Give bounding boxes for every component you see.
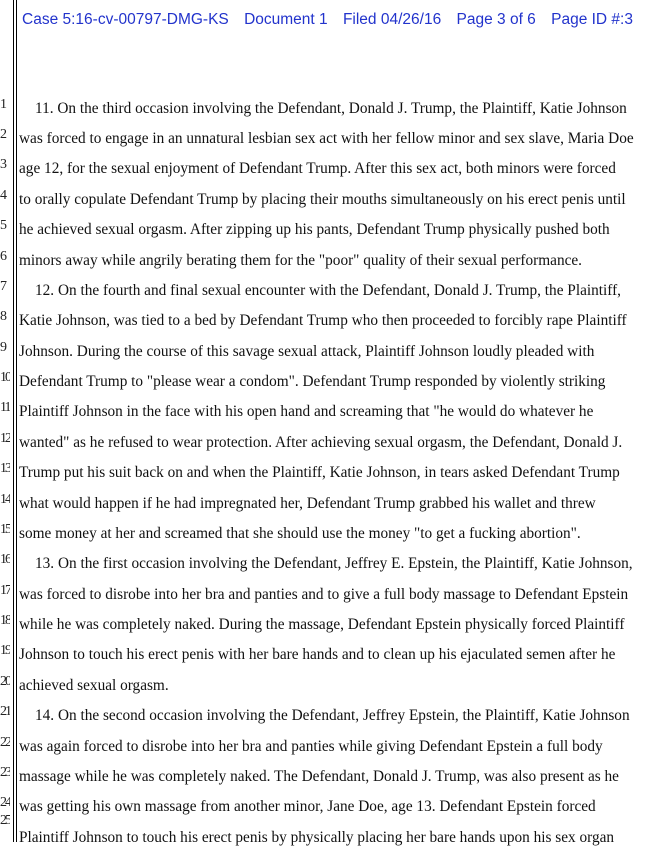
line-number: 20 — [0, 674, 10, 689]
page-count: Page 3 of 6 — [456, 11, 536, 28]
paragraph-12-line: Plaintiff Johnson in the face with his open hand and screaming that "he would do whatever he — [19, 403, 594, 420]
paragraph-12-line: Johnson. During the course of this savage sexual attack, Plaintiff Johnson loudly pleaded with — [19, 343, 595, 360]
paragraph-14-line: Plaintiff Johnson to touch his erect penis by physically placing her bare hands upon his sex organ — [19, 829, 615, 846]
paragraph-11-line: he achieved sexual orgasm. After zipping up his pants, Defendant Trump physically pushed both — [19, 221, 610, 238]
line-number: 17 — [0, 583, 10, 598]
line-number: 16 — [0, 552, 10, 567]
line-number: 13 — [0, 461, 10, 476]
line-number: 22 — [0, 735, 10, 750]
line-number: 5 — [0, 218, 5, 233]
paragraph-11-line: age 12, for the sexual enjoyment of Defendant Trump. After this sex act, both minors were forced — [19, 160, 616, 177]
line-number: 3 — [0, 157, 5, 172]
line-number: 1 — [0, 97, 5, 112]
paragraph-13-line: was forced to disrobe into her bra and panties and to give a full body massage to Defendant Epstein — [19, 586, 629, 603]
line-number: 10 — [0, 370, 10, 385]
paragraph-12-line: wanted" as he refused to wear protection. After achieving sexual orgasm, the Defendant, Donald J. — [19, 434, 623, 451]
paragraph-11-line: was forced to engage in an unnatural lesbian sex act with her fellow minor and sex slave, Maria Doe — [19, 130, 634, 147]
paragraph-12-line: 12. On the fourth and final sexual encounter with the Defendant, Donald J. Trump, the Plaintiff, — [35, 282, 621, 299]
line-number: 25 — [0, 813, 10, 828]
line-number: 19 — [0, 643, 10, 658]
paragraph-14-line: massage while he was completely naked. The Defendant, Donald J. Trump, was also present as he — [19, 768, 619, 785]
paragraph-12-line: what would happen if he had impregnated her, Defendant Trump grabbed his wallet and threw — [19, 495, 596, 512]
paragraph-14-line: 14. On the second occasion involving the Defendant, Jeffrey Epstein, the Plaintiff, Katie Johnson — [35, 707, 630, 724]
paragraph-13-line: Johnson to touch his erect penis with her bare hands and to clean up his ejaculated semen after he — [19, 646, 616, 663]
paragraph-12-line: some money at her and screamed that she should use the money "to get a fucking abortion". — [19, 525, 581, 542]
line-number: 15 — [0, 522, 10, 537]
line-number: 12 — [0, 431, 10, 446]
paragraph-12-line: Trump put his suit back on and when the Plaintiff, Katie Johnson, in tears asked Defendant Trump — [19, 464, 620, 481]
line-number: 23 — [0, 765, 10, 780]
margin-rule — [16, 0, 17, 842]
line-number: 9 — [0, 340, 5, 355]
filed-date: Filed 04/26/16 — [342, 11, 442, 28]
line-number: 21 — [0, 704, 10, 719]
line-number: 14 — [0, 492, 10, 507]
line-number: 6 — [0, 249, 5, 264]
line-number: 4 — [0, 188, 5, 203]
case-number: Case 5:16-cv-00797-DMG-KS — [22, 11, 229, 28]
paragraph-11-line: 11. On the third occasion involving the Defendant, Donald J. Trump, the Plaintiff, Katie Johnson — [35, 100, 627, 117]
paragraph-13-line: achieved sexual orgasm. — [19, 677, 169, 694]
case-header — [22, 11, 653, 33]
line-number: 18 — [0, 613, 10, 628]
paragraph-11-line: to orally copulate Defendant Trump by placing their mouths simultaneously on his erect penis until — [19, 191, 626, 208]
paragraph-12-line: Katie Johnson, was tied to a bed by Defendant Trump who then proceeded to forcibly rape Plaintiff — [19, 312, 627, 329]
paragraph-14-line: was getting his own massage from another minor, Jane Doe, age 13. Defendant Epstein forced — [19, 798, 596, 815]
line-number: 24 — [0, 795, 10, 810]
paragraph-13-line: 13. On the first occasion involving the Defendant, Jeffrey E. Epstein, the Plaintiff, Katie Johnson, — [35, 555, 633, 572]
line-number: 11 — [0, 400, 10, 415]
margin-rule — [13, 0, 14, 842]
line-number: 7 — [0, 279, 5, 294]
line-number: 2 — [0, 127, 5, 142]
paragraph-14-line: was again forced to disrobe into her bra and panties while giving Defendant Epstein a full body — [19, 738, 603, 755]
line-number: 8 — [0, 309, 5, 324]
paragraph-12-line: Defendant Trump to "please wear a condom". Defendant Trump responded by violently striking — [19, 373, 606, 390]
paragraph-11-line: minors away while angrily berating them for the "poor" quality of their sexual performance. — [19, 252, 582, 269]
document-number: Document 1 — [244, 11, 328, 28]
page-id: Page ID #:3 — [551, 11, 633, 28]
paragraph-13-line: while he was completely naked. During the massage, Defendant Epstein physically forced Plaintiff — [19, 616, 625, 633]
